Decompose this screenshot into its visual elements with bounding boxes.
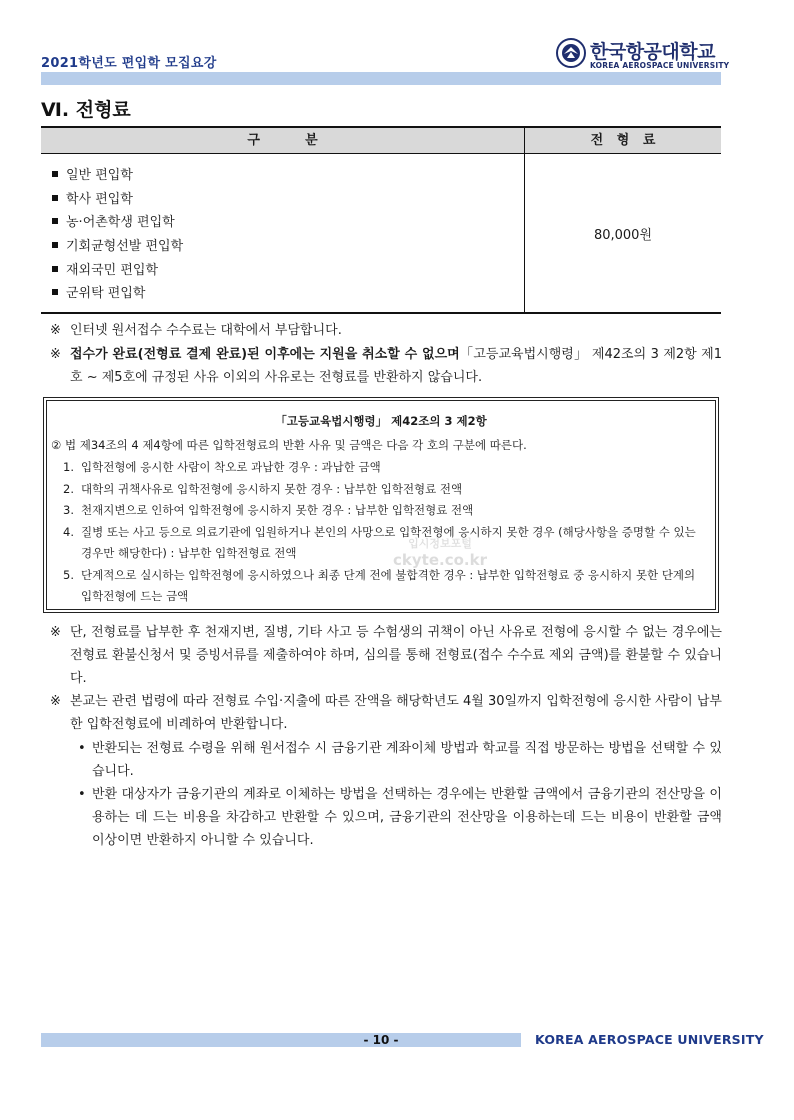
header-bar (41, 72, 721, 85)
reference-mark-icon: ※ (50, 347, 61, 362)
note-balance-refund: ※ 본교는 관련 법령에 따라 전형료 수입·지출에 따른 잔액을 해당학년도 4월 30일까지 입학전형에 응시한 사람이 납부한 입학전형료에 비례하여 반환합니다. (50, 690, 722, 736)
list-item: 재외국민 편입학 (52, 259, 183, 283)
list-item: 군위탁 편입학 (52, 282, 183, 306)
reference-mark-icon: ※ (50, 323, 61, 338)
law-item-list (63, 457, 703, 608)
law-item: 1. 입학전형에 응시한 사람이 착오로 과납한 경우 : 과납한 금액 (63, 460, 381, 474)
table-bottom-border (41, 312, 721, 314)
fee-amount: 80,000원 (593, 228, 653, 243)
watermark: 입시정보포털 ckyte.co.kr (393, 537, 487, 569)
note-cancellation: ※ 접수가 완료(전형료 결제 완료)된 이후에는 지원을 취소할 수 없으며「고등교육법시행령」 제42조의 3 제2항 제1호 ~ 제5호에 규정된 사유 이외의 사유로는 전형료를 반환하지 않습니다. (50, 343, 722, 389)
document-title: 2021학년도 편입학 모집요강 (41, 56, 217, 71)
law-item: 3. 천재지변으로 인하여 입학전형에 응시하지 못한 경우 : 납부한 입학전형료 전액 (63, 503, 474, 517)
note-online-fee: ※ 인터넷 원서접수 수수료는 대학에서 부담합니다. (50, 319, 722, 342)
law-intro: ② 법 제34조의 4 제4항에 따른 입학전형료의 반환 사유 및 금액은 다음 각 호의 구분에 따른다. (51, 438, 527, 452)
reference-mark-icon: ※ (50, 694, 61, 709)
square-bullet-icon (52, 195, 58, 201)
list-item: 농·어촌학생 편입학 (52, 211, 183, 235)
list-item: 기회균형선발 편입학 (52, 235, 183, 259)
admission-type-list (52, 164, 183, 306)
section-title: Ⅵ. 전형료 (41, 99, 131, 121)
square-bullet-icon (52, 266, 58, 272)
square-bullet-icon (52, 289, 58, 295)
square-bullet-icon (52, 171, 58, 177)
table-header-row (41, 126, 721, 154)
logo-english-text: KOREA AEROSPACE UNIVERSITY (590, 61, 730, 70)
bullet-icon: • (78, 741, 86, 756)
footer-university-name: KOREA AEROSPACE UNIVERSITY (535, 1032, 764, 1047)
square-bullet-icon (52, 218, 58, 224)
list-item: • 반환 대상자가 금융기관의 계좌로 이체하는 방법을 선택하는 경우에는 반환할 금액에서 금융기관의 전산망을 이용하는 데 드는 비용을 차감하고 반환할 수 있으며, 금융기관의 전산망을 이용하는데 드는 비용이 반환할 금액 이상이면 반환하지 아니할 수 있습니다. (78, 783, 722, 852)
list-item: 학사 편입학 (52, 188, 183, 212)
note-refund-request: ※ 단, 전형료를 납부한 후 천재지변, 질병, 기타 사고 등 수험생의 귀책이 아닌 사유로 전형에 응시할 수 없는 경우에는 전형료 환불신청서 및 증빙서류를 제출하여야 하며, 심의를 통해 전형료(접수 수수료 제외 금액)를 환불할 수 있습니다. (50, 621, 722, 690)
fee-table (41, 126, 721, 314)
law-excerpt-box (43, 397, 719, 613)
logo-korean-text: 한국항공대학교 (590, 41, 715, 63)
column-divider (524, 126, 525, 314)
header-fee: 전 형 료 (590, 133, 656, 148)
university-emblem-icon (556, 38, 586, 68)
page-number: - 10 - (363, 1033, 399, 1047)
header-type: 구 분 (247, 133, 318, 148)
reference-mark-icon: ※ (50, 625, 61, 640)
list-item: 일반 편입학 (52, 164, 183, 188)
law-item: 2. 대학의 귀책사유로 입학전형에 응시하지 못한 경우 : 납부한 입학전형료 전액 (63, 481, 463, 496)
list-item: • 반환되는 전형료 수령을 위해 원서접수 시 금융기관 계좌이체 방법과 학교를 직접 방문하는 방법을 선택할 수 있습니다. (78, 737, 722, 783)
bullet-icon: • (78, 787, 86, 802)
law-item: 4. 질병 또는 사고 등으로 의료기관에 입원하거나 본인의 사망으로 입학전형에 응시하지 못한 경우 (해당사항을 증명할 수 있는 경우만 해당한다) : 납부한 입학전형료 전액 (63, 524, 696, 560)
square-bullet-icon (52, 242, 58, 248)
law-item: 5. 단계적으로 실시하는 입학전형에 응시하였으나 최종 단계 전에 불합격한 경우 : 납부한 입학전형료 중 응시하지 못한 단계의 입학전형에 드는 금액 (63, 567, 696, 603)
law-title: 「고등교육법시행령」 제42조의 3 제2항 (275, 414, 487, 428)
